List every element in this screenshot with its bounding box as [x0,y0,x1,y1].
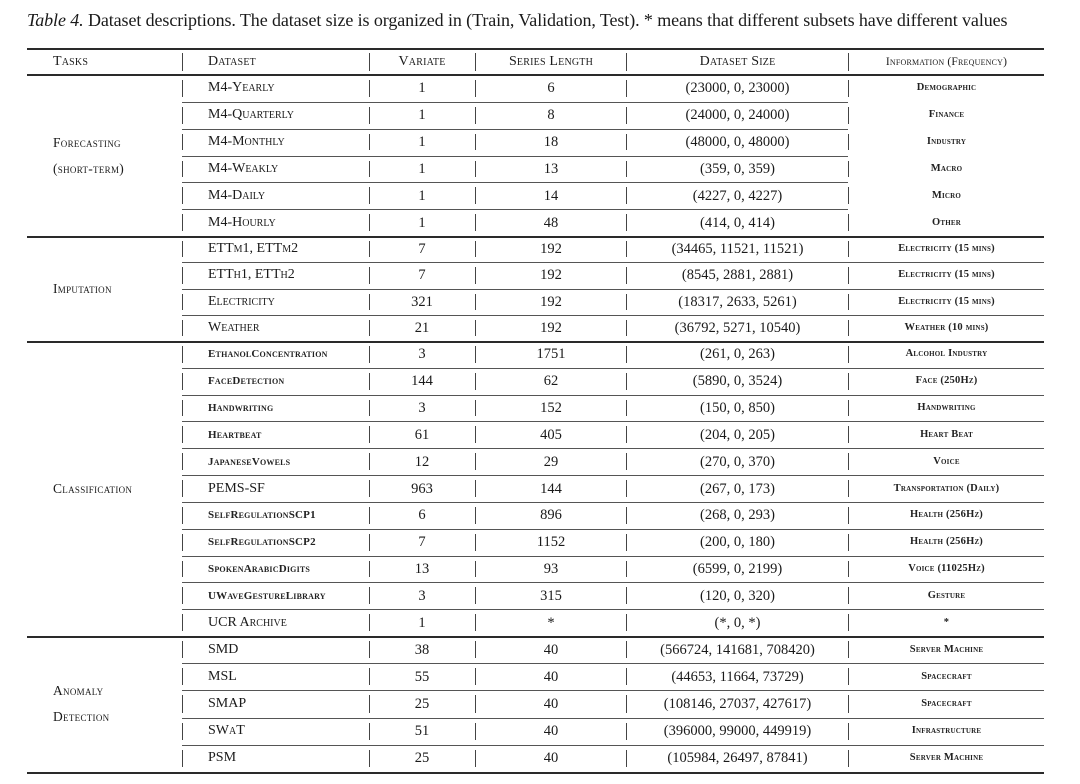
series-length-value: 18 [543,134,559,151]
table-caption [27,8,1057,32]
series-length-value: 29 [543,453,559,470]
dataset-size-value: (261, 0, 263) [700,346,775,363]
column-divider [182,80,183,97]
information-value: Heart Beat [920,428,973,440]
dataset-name: SpokenArabicDigits [208,562,311,575]
series-length-value: 40 [543,723,559,740]
header-dataset: Dataset [208,54,256,69]
variate-value: 3 [418,587,426,604]
column-divider [182,107,183,124]
series-length-value: 315 [540,587,562,604]
caption-text: Dataset descriptions. The dataset size is organized in (Train, Validation, Test). * means that different subsets have different values [83,10,1008,30]
variate-value: 3 [418,400,426,417]
dataset-name: M4-Monthly [208,134,285,150]
information-value: Other [931,216,961,228]
column-divider [182,480,183,497]
information-value: * [943,616,950,628]
variate-value: 3 [418,346,426,363]
dataset-size-value: (268, 0, 293) [700,507,775,524]
dataset-name: M4-Weakly [208,160,279,176]
dataset-size-value: (200, 0, 180) [700,534,775,551]
variate-value: 7 [418,534,426,551]
dataset-name: M4-Quarterly [208,107,294,123]
dataset-name: SMAP [208,696,247,711]
variate-value: 51 [414,723,430,740]
variate-value: 7 [418,241,426,258]
variate-value: 1 [418,214,426,231]
series-length-value: 144 [540,480,562,497]
dataset-name: EthanolConcentration [208,348,328,361]
series-length-value: 1152 [536,534,566,551]
variate-value: 12 [414,453,430,470]
column-divider [182,187,183,204]
column-divider [182,453,183,470]
dataset-name: SelfRegulationSCP1 [208,509,316,522]
information-value: Alcohol Industry [905,348,988,360]
dataset-name: JapaneseVowels [208,455,291,468]
dataset-size-value: (5890, 0, 3524) [692,373,783,390]
column-divider [182,214,183,231]
series-length-value: 192 [540,241,562,258]
series-length-value: 192 [540,293,562,310]
information-value: Server Machine [909,752,984,764]
dataset-name: M4-Hourly [208,214,276,230]
information-value: Finance [928,109,965,121]
variate-value: 1 [418,187,426,204]
dataset-name: Electricity [208,293,275,309]
series-length-value: 14 [543,187,559,204]
series-length-value: 40 [543,668,559,685]
dataset-name: SMD [208,641,239,657]
dataset-size-value: (34465, 11521, 11521) [671,241,804,258]
dataset-size-value: (8545, 2881, 2881) [681,267,794,284]
series-length-value: 6 [547,80,555,97]
information-value: Macro [930,162,963,174]
column-divider [182,400,183,417]
dataset-name: PSM [208,750,237,766]
series-length-value: 8 [547,107,555,124]
dataset-size-value: (566724, 141681, 708420) [660,641,815,658]
information-value: Demographic [916,82,977,94]
dataset-name: M4-Yearly [208,80,275,96]
variate-value: 61 [414,426,430,443]
series-length-value: 40 [543,696,559,712]
variate-value: 321 [411,293,433,310]
column-divider [182,373,183,390]
information-value: Voice [933,455,960,467]
information-value: Industry [926,136,967,148]
variate-value: 21 [414,319,430,336]
variate-value: 25 [414,750,430,767]
header-information: Information (Frequency) [885,56,1008,68]
information-value: Voice (11025Hz) [908,562,985,574]
information-value: Electricity (15 mins) [898,269,995,281]
caption-label: Table 4. [27,10,84,30]
column-divider [182,161,183,178]
series-length-value: 40 [543,750,559,767]
column-divider [182,134,183,151]
task-label: Detection [53,709,110,724]
variate-value: 963 [411,480,433,497]
dataset-size-value: (150, 0, 850) [700,400,775,417]
task-label: Anomaly [53,683,104,698]
information-value: Handwriting [917,402,976,414]
task-label: Forecasting [53,134,121,150]
information-value: Gesture [927,589,966,601]
series-length-value: 93 [543,560,559,577]
column-divider [182,587,183,604]
variate-value: 13 [414,560,430,577]
column-divider [182,723,183,740]
task-label: (short-term) [53,160,125,176]
dataset-size-value: (414, 0, 414) [700,214,775,231]
dataset-size-value: (*, 0, *) [714,614,761,631]
information-value: Health (256Hz) [909,509,984,521]
information-value: Face (250Hz) [915,375,978,387]
series-length-value: 192 [540,319,562,336]
series-length-value: * [547,614,555,631]
information-value: Spacecraft [921,698,972,709]
dataset-name: Heartbeat [208,428,262,441]
dataset-size-value: (24000, 0, 24000) [685,107,790,124]
header-dataset-size: Dataset Size [699,54,776,69]
dataset-name: MSL [208,668,237,684]
dataset-size-value: (18317, 2633, 5261) [678,293,797,310]
variate-value: 144 [411,373,433,390]
header-variate: Variate [398,54,446,69]
information-value: Spacecraft [921,670,972,682]
bottom-rule [27,772,1044,774]
dataset-name: SelfRegulationSCP2 [208,536,316,549]
column-divider [182,641,183,658]
header-tasks: Tasks [53,54,89,69]
column-divider [182,294,183,310]
variate-value: 6 [418,507,426,524]
dataset-size-value: (267, 0, 173) [700,480,775,497]
dataset-name: SWaT [208,723,245,739]
dataset-name: FaceDetection [208,375,285,388]
information-value: Server Machine [909,643,984,655]
dataset-name: ETTm1, ETTm2 [208,241,299,257]
header-divider [182,53,183,71]
series-length-value: 13 [543,160,559,177]
dataset-size-value: (48000, 0, 48000) [685,134,790,151]
series-length-value: 405 [540,426,562,443]
series-length-value: 152 [540,400,562,417]
column-divider [182,320,183,336]
dataset-size-value: (6599, 0, 2199) [692,560,783,577]
variate-value: 1 [418,160,426,177]
dataset-size-value: (23000, 0, 23000) [685,80,790,97]
dataset-name: M4-Daily [208,187,266,203]
information-value: Electricity (15 mins) [898,243,995,255]
column-divider [182,614,183,631]
series-length-value: 40 [543,641,559,658]
variate-value: 7 [418,267,426,284]
header-series-length: Series Length [508,54,594,69]
column-divider [182,750,183,767]
series-length-value: 896 [540,507,562,524]
dataset-size-value: (105984, 26497, 87841) [667,750,808,767]
dataset-size-value: (204, 0, 205) [700,426,775,443]
dataset-name: Weather [208,319,260,335]
information-value: Micro [931,189,962,201]
dataset-name: UWaveGestureLibrary [208,589,326,602]
column-divider [182,426,183,443]
information-value: Transportation (Daily) [893,482,1000,494]
series-length-value: 48 [543,214,559,231]
series-length-value: 62 [543,373,559,390]
dataset-size-value: (270, 0, 370) [700,453,775,470]
variate-value: 1 [418,614,426,631]
column-divider [182,241,183,257]
column-divider [182,668,183,685]
variate-value: 25 [414,696,430,712]
column-divider [182,507,183,524]
variate-value: 55 [414,668,430,685]
information-value: Infrastructure [911,725,982,737]
variate-value: 1 [418,134,426,151]
dataset-size-value: (44653, 11664, 73729) [671,668,804,685]
task-label: Classification [53,480,133,496]
dataset-name: Handwriting [208,402,274,415]
dataset-name: PEMS-SF [208,480,265,496]
column-divider [182,267,183,283]
dataset-size-value: (4227, 0, 4227) [692,187,783,204]
series-length-value: 1751 [536,346,566,363]
column-divider [182,346,183,363]
dataset-size-value: (120, 0, 320) [700,587,775,604]
dataset-size-value: (359, 0, 359) [700,160,775,177]
dataset-name: UCR Archive [208,614,287,630]
series-length-value: 192 [540,267,562,284]
information-value: Weather (10 mins) [904,321,989,333]
variate-value: 38 [414,641,430,658]
column-divider [182,561,183,578]
dataset-size-value: (108146, 27037, 427617) [663,696,812,712]
dataset-name: ETTh1, ETTh2 [208,267,295,283]
variate-value: 1 [418,80,426,97]
information-value: Health (256Hz) [909,536,984,548]
information-value: Electricity (15 mins) [898,295,995,307]
task-label: Imputation [53,280,112,296]
variate-value: 1 [418,107,426,124]
column-divider [182,695,183,712]
dataset-size-value: (396000, 99000, 449919) [663,723,812,740]
dataset-size-value: (36792, 5271, 10540) [674,319,801,336]
column-divider [182,534,183,551]
